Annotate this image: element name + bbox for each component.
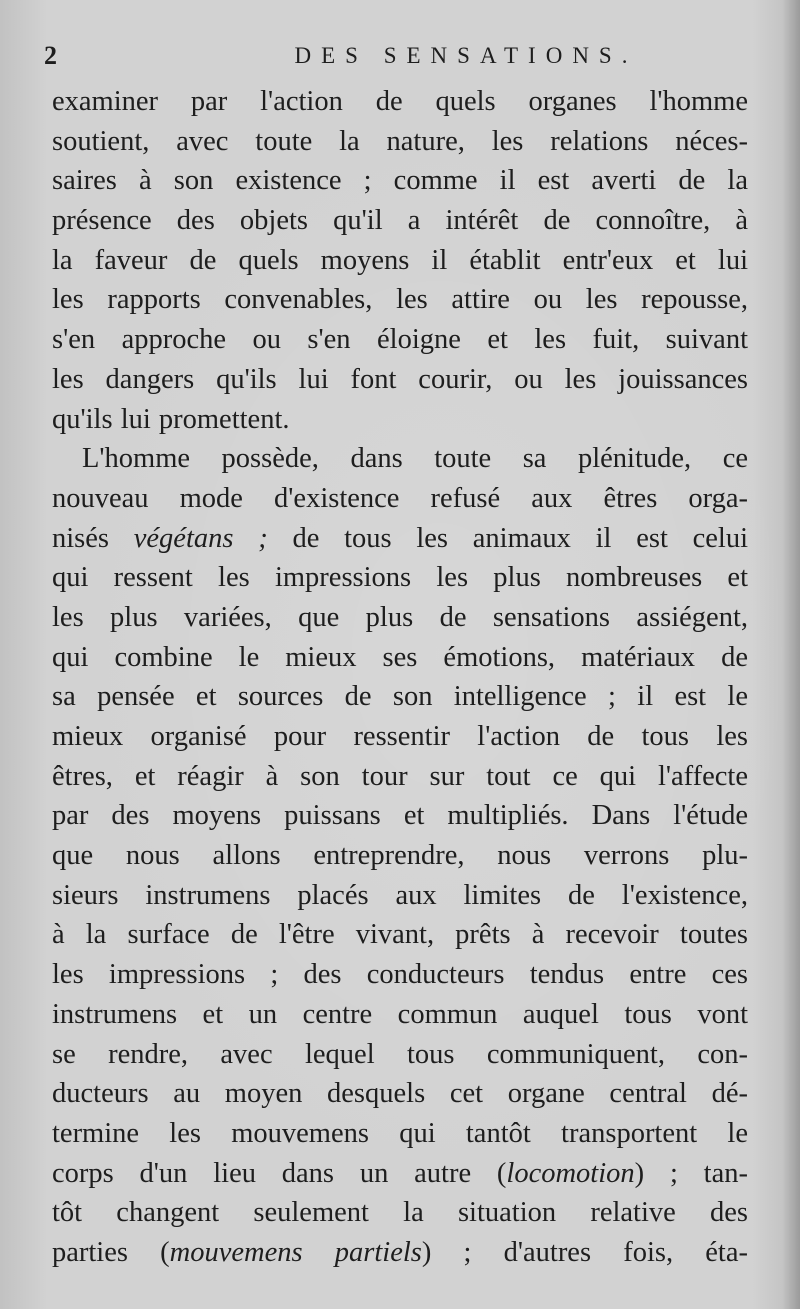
italic-term: locomotion [506,1157,635,1189]
text-run: de tous les animaux il est celui [267,522,748,554]
paragraph-first-line: L'homme possède, dans toute sa plénitude, ce [82,443,748,475]
text-line: se rendre, avec lequel tous communiquent, con- [52,1038,748,1070]
text-line: soutient, avec toute la nature, les relations néces- [52,125,748,157]
italic-term: mouvemens partiels [169,1236,422,1268]
text-line: qui ressent les impressions les plus nombreuses et [52,562,748,594]
text-line [52,1233,748,1273]
text-line: instrumens et un centre commun auquel tous vont [52,998,748,1030]
body-text [52,82,748,1273]
text-line: examiner par l'action de quels organes l'homme [52,86,748,117]
text-line: sieurs instrumens placés aux limites de l'existence, [52,879,748,911]
text-line: la faveur de quels moyens il établit entr'eux et lui [52,244,748,276]
text-line: nouveau mode d'existence refusé aux êtres orga- [52,482,748,514]
italic-term: végétans ; [133,522,268,554]
text-line: les plus variées, que plus de sensations assiégent, [52,601,748,633]
page-header [44,38,748,74]
text-run: ) ; tan- [634,1157,748,1189]
text-line: êtres, et réagir à son tour sur tout ce qui l'affecte [52,760,748,792]
text-line [52,1154,748,1194]
text-line: ducteurs au moyen desquels cet organe central dé- [52,1078,748,1110]
text-run: nisés [52,522,134,554]
text-line: saires à son existence ; comme il est averti de la [52,165,748,197]
text-line: à la surface de l'être vivant, prêts à recevoir toutes [52,919,748,951]
running-head: DES SENSATIONS. [294,43,638,68]
text-line: les dangers qu'ils lui font courir, ou les jouissances [52,363,748,395]
text-line: mieux organisé pour ressentir l'action de tous les [52,721,748,752]
text-line: sa pensée et sources de son intelligence ; il est le [52,681,748,713]
text-line: présence des objets qu'il a intérêt de connoître, à [52,205,748,237]
text-run: corps d'un lieu dans un autre ( [52,1157,507,1189]
text-line: que nous allons entreprendre, nous verrons plu- [52,840,748,872]
text-line: les impressions ; des conducteurs tendus entre ces [52,959,748,991]
text-run: ) ; d'autres fois, éta- [421,1236,748,1268]
text-line: les rapports convenables, les attire ou les repousse, [52,284,748,316]
text-line: tôt changent seulement la situation relative des [52,1197,748,1229]
text-line: par des moyens puissans et multipliés. Dans l'étude [52,800,748,832]
page-number: 2 [44,41,57,70]
text-line [52,519,748,559]
text-line: qui combine le mieux ses émotions, matériaux de [52,641,748,673]
text-line: termine les mouvemens qui tantôt transportent le [52,1117,748,1149]
text-line: s'en approche ou s'en éloigne et les fuit, suivant [52,324,748,356]
text-line: qu'ils lui promettent. [52,403,290,435]
text-run: parties ( [52,1236,170,1268]
page-edge-shadow [782,0,800,1309]
